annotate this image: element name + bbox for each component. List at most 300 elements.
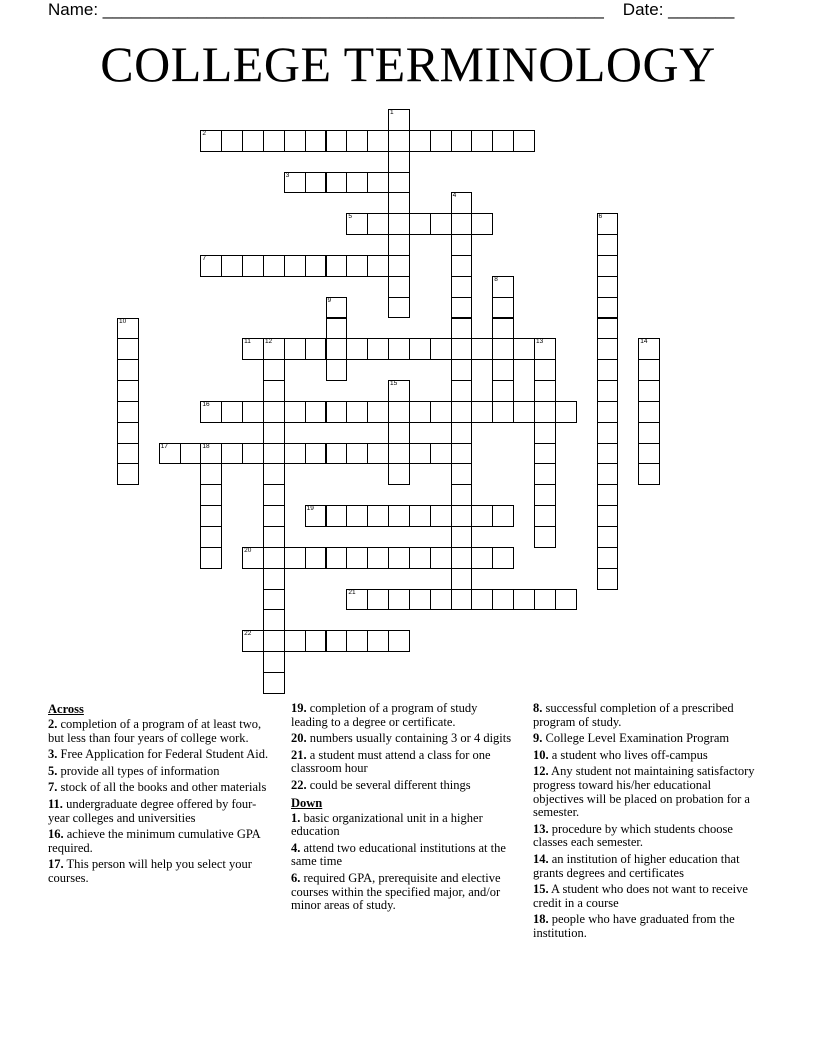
grid-cell[interactable] bbox=[638, 338, 660, 360]
clues-column-1 bbox=[48, 702, 270, 889]
clue-item bbox=[48, 828, 270, 855]
grid-cell[interactable] bbox=[409, 547, 431, 569]
grid-cell[interactable] bbox=[388, 172, 410, 194]
clue-text: A student who does not want to receive credit in a course bbox=[533, 882, 748, 910]
across-heading: Across bbox=[48, 702, 84, 716]
clue-text: This person will help you select your courses. bbox=[48, 857, 252, 885]
grid-cell[interactable] bbox=[346, 505, 368, 527]
grid-cell[interactable] bbox=[430, 443, 452, 465]
grid-cell[interactable] bbox=[451, 276, 473, 298]
across-clue-list bbox=[291, 702, 517, 793]
grid-cell[interactable] bbox=[597, 297, 619, 319]
grid-cell[interactable] bbox=[597, 526, 619, 548]
grid-cell[interactable] bbox=[388, 276, 410, 298]
clues-column-2 bbox=[291, 702, 517, 916]
grid-cell[interactable] bbox=[305, 338, 327, 360]
grid-cell[interactable] bbox=[471, 338, 493, 360]
grid-cell[interactable] bbox=[221, 255, 243, 277]
clue-text: Free Application for Federal Student Aid. bbox=[57, 747, 269, 762]
grid-cell[interactable] bbox=[263, 380, 285, 402]
grid-cell[interactable] bbox=[492, 380, 514, 402]
grid-cell[interactable] bbox=[117, 338, 139, 360]
grid-cell[interactable] bbox=[117, 359, 139, 381]
grid-cell[interactable] bbox=[451, 380, 473, 402]
clue-text: could be several different things bbox=[306, 777, 471, 792]
clue-number: 11 bbox=[244, 338, 251, 346]
grid-cell[interactable] bbox=[388, 422, 410, 444]
clues-column-3 bbox=[533, 702, 763, 944]
grid-cell[interactable] bbox=[388, 630, 410, 652]
grid-cell[interactable] bbox=[284, 443, 306, 465]
grid-cell[interactable] bbox=[200, 526, 222, 548]
clue-item bbox=[48, 858, 270, 885]
grid-cell[interactable] bbox=[242, 630, 264, 652]
grid-cell[interactable] bbox=[346, 130, 368, 152]
clue-number-label: 3. bbox=[48, 747, 58, 762]
grid-cell[interactable] bbox=[367, 130, 389, 152]
grid-cell[interactable] bbox=[388, 338, 410, 360]
clue-item bbox=[48, 718, 270, 745]
grid-cell[interactable] bbox=[534, 359, 556, 381]
grid-cell[interactable] bbox=[284, 630, 306, 652]
grid-cell[interactable] bbox=[388, 505, 410, 527]
clue-number-label: 14. bbox=[533, 851, 549, 866]
grid-cell[interactable] bbox=[597, 255, 619, 277]
grid-cell[interactable] bbox=[263, 630, 285, 652]
grid-cell[interactable] bbox=[326, 630, 348, 652]
grid-cell[interactable] bbox=[117, 401, 139, 423]
grid-cell[interactable] bbox=[471, 589, 493, 611]
grid-cell[interactable] bbox=[388, 401, 410, 423]
grid-cell[interactable] bbox=[471, 547, 493, 569]
grid-cell[interactable] bbox=[513, 401, 535, 423]
grid-cell[interactable] bbox=[242, 547, 264, 569]
grid-cell[interactable] bbox=[346, 338, 368, 360]
grid-cell[interactable] bbox=[367, 401, 389, 423]
grid-cell[interactable] bbox=[221, 443, 243, 465]
grid-cell[interactable] bbox=[346, 630, 368, 652]
grid-cell[interactable] bbox=[284, 172, 306, 194]
grid-cell[interactable] bbox=[597, 505, 619, 527]
clue-number: 8 bbox=[494, 275, 498, 283]
grid-cell[interactable] bbox=[451, 255, 473, 277]
clue-number: 13 bbox=[536, 338, 544, 346]
grid-cell[interactable] bbox=[326, 359, 348, 381]
grid-cell[interactable] bbox=[534, 443, 556, 465]
grid-cell[interactable] bbox=[597, 276, 619, 298]
grid-cell[interactable] bbox=[200, 505, 222, 527]
grid-cell[interactable] bbox=[305, 443, 327, 465]
clue-text: successful completion of a prescribed program of study. bbox=[533, 701, 734, 729]
grid-cell[interactable] bbox=[388, 380, 410, 402]
date-field[interactable]: Date: _______ bbox=[622, 0, 735, 19]
clue-text: required GPA, prerequisite and elective courses within the specified major, and/or minor areas of study. bbox=[291, 870, 501, 913]
clue-number-label: 17. bbox=[48, 857, 64, 872]
grid-cell[interactable] bbox=[388, 130, 410, 152]
grid-cell[interactable] bbox=[326, 401, 348, 423]
clue-item bbox=[533, 732, 763, 746]
grid-cell[interactable] bbox=[200, 401, 222, 423]
grid-cell[interactable] bbox=[388, 234, 410, 256]
grid-cell[interactable] bbox=[471, 130, 493, 152]
grid-cell[interactable] bbox=[492, 276, 514, 298]
clue-number-label: 1. bbox=[291, 810, 301, 825]
grid-cell[interactable] bbox=[117, 422, 139, 444]
grid-cell[interactable] bbox=[513, 338, 535, 360]
grid-cell[interactable] bbox=[597, 443, 619, 465]
grid-cell[interactable] bbox=[388, 151, 410, 173]
clue-number: 4 bbox=[452, 192, 457, 200]
grid-cell[interactable] bbox=[263, 609, 285, 631]
grid-cell[interactable] bbox=[367, 443, 389, 465]
grid-cell[interactable] bbox=[534, 505, 556, 527]
grid-cell[interactable] bbox=[221, 401, 243, 423]
clue-item bbox=[48, 748, 270, 762]
grid-cell[interactable] bbox=[597, 547, 619, 569]
grid-cell[interactable] bbox=[346, 589, 368, 611]
grid-cell[interactable] bbox=[388, 109, 410, 131]
clue-number: 14 bbox=[640, 338, 648, 346]
grid-cell[interactable] bbox=[284, 255, 306, 277]
grid-cell[interactable] bbox=[451, 484, 473, 506]
grid-cell[interactable] bbox=[492, 505, 514, 527]
clue-number-label: 20. bbox=[291, 731, 307, 746]
clue-number: 5 bbox=[348, 213, 352, 221]
grid-cell[interactable] bbox=[117, 318, 139, 340]
clue-number-label: 7. bbox=[48, 780, 58, 795]
grid-cell[interactable] bbox=[367, 338, 389, 360]
grid-cell[interactable] bbox=[367, 547, 389, 569]
grid-cell[interactable] bbox=[534, 338, 556, 360]
clue-text: a student who lives off-campus bbox=[548, 747, 708, 762]
clue-number-label: 6. bbox=[291, 870, 301, 885]
grid-cell[interactable] bbox=[451, 526, 473, 548]
clue-number-label: 21. bbox=[291, 747, 307, 762]
grid-cell[interactable] bbox=[451, 505, 473, 527]
grid-cell[interactable] bbox=[555, 589, 577, 611]
grid-cell[interactable] bbox=[326, 505, 348, 527]
grid-cell[interactable] bbox=[305, 255, 327, 277]
clue-item bbox=[291, 812, 517, 839]
clue-item bbox=[533, 823, 763, 850]
grid-cell[interactable] bbox=[367, 630, 389, 652]
grid-cell[interactable] bbox=[388, 192, 410, 214]
grid-cell[interactable] bbox=[200, 130, 222, 152]
grid-cell[interactable] bbox=[346, 213, 368, 235]
grid-cell[interactable] bbox=[451, 130, 473, 152]
grid-cell[interactable] bbox=[326, 318, 348, 340]
grid-cell[interactable] bbox=[534, 484, 556, 506]
grid-cell[interactable] bbox=[597, 568, 619, 590]
grid-cell[interactable] bbox=[263, 401, 285, 423]
page-title: COLLEGE TERMINOLOGY bbox=[100, 36, 716, 92]
grid-cell[interactable] bbox=[597, 213, 619, 235]
clue-item bbox=[533, 765, 763, 819]
grid-cell[interactable] bbox=[200, 443, 222, 465]
clue-text: numbers usually containing 3 or 4 digits bbox=[306, 731, 512, 746]
grid-cell[interactable] bbox=[305, 130, 327, 152]
grid-cell[interactable] bbox=[597, 484, 619, 506]
grid-cell[interactable] bbox=[388, 547, 410, 569]
clue-text: basic organizational unit in a higher education bbox=[291, 810, 483, 839]
grid-cell[interactable] bbox=[492, 401, 514, 423]
grid-cell[interactable] bbox=[451, 338, 473, 360]
clue-item bbox=[533, 702, 763, 729]
grid-cell[interactable] bbox=[471, 401, 493, 423]
grid-cell[interactable] bbox=[492, 297, 514, 319]
clue-text: an institution of higher education that grants degrees and certificates bbox=[533, 851, 740, 880]
name-field[interactable]: Name: _____________________________________________________ bbox=[48, 0, 604, 19]
grid-cell[interactable] bbox=[388, 297, 410, 319]
clue-item bbox=[291, 702, 517, 729]
grid-cell[interactable] bbox=[513, 589, 535, 611]
grid-cell[interactable] bbox=[597, 359, 619, 381]
grid-cell[interactable] bbox=[597, 318, 619, 340]
grid-cell[interactable] bbox=[263, 526, 285, 548]
grid-cell[interactable] bbox=[263, 547, 285, 569]
grid-cell[interactable] bbox=[221, 130, 243, 152]
clue-number: 21 bbox=[348, 588, 356, 596]
clue-text: College Level Examination Program bbox=[542, 731, 730, 746]
clue-number-label: 19. bbox=[291, 701, 307, 715]
grid-cell[interactable] bbox=[284, 547, 306, 569]
clue-item bbox=[48, 765, 270, 779]
grid-cell[interactable] bbox=[409, 213, 431, 235]
grid-cell[interactable] bbox=[555, 401, 577, 423]
down-heading: Down bbox=[291, 795, 323, 810]
grid-cell[interactable] bbox=[263, 589, 285, 611]
grid-cell[interactable] bbox=[409, 338, 431, 360]
grid-cell[interactable] bbox=[451, 568, 473, 590]
clue-text: a student must attend a class for one classroom hour bbox=[291, 747, 491, 776]
clue-text: provide all types of information bbox=[57, 763, 220, 778]
grid-cell[interactable] bbox=[159, 443, 181, 465]
grid-cell[interactable] bbox=[597, 234, 619, 256]
grid-cell[interactable] bbox=[367, 172, 389, 194]
clue-number: 10 bbox=[119, 317, 127, 325]
grid-cell[interactable] bbox=[638, 359, 660, 381]
grid-cell[interactable] bbox=[430, 338, 452, 360]
grid-cell[interactable] bbox=[492, 589, 514, 611]
grid-cell[interactable] bbox=[638, 401, 660, 423]
down-clue-list bbox=[533, 702, 763, 941]
grid-cell[interactable] bbox=[305, 172, 327, 194]
clue-number: 18 bbox=[202, 442, 210, 450]
grid-cell[interactable] bbox=[597, 380, 619, 402]
grid-cell[interactable] bbox=[263, 463, 285, 485]
grid-cell[interactable] bbox=[451, 318, 473, 340]
grid-cell[interactable] bbox=[284, 401, 306, 423]
grid-cell[interactable] bbox=[117, 463, 139, 485]
grid-cell[interactable] bbox=[430, 213, 452, 235]
grid-cell[interactable] bbox=[638, 380, 660, 402]
grid-cell[interactable] bbox=[409, 505, 431, 527]
grid-cell[interactable] bbox=[263, 484, 285, 506]
grid-cell[interactable] bbox=[430, 547, 452, 569]
down-clue-list bbox=[291, 812, 517, 913]
grid-cell[interactable] bbox=[326, 255, 348, 277]
clue-item bbox=[291, 749, 517, 776]
grid-cell[interactable] bbox=[534, 463, 556, 485]
clue-item bbox=[291, 732, 517, 746]
grid-cell[interactable] bbox=[451, 589, 473, 611]
grid-cell[interactable] bbox=[367, 255, 389, 277]
grid-cell[interactable] bbox=[200, 484, 222, 506]
grid-cell[interactable] bbox=[451, 547, 473, 569]
grid-cell[interactable] bbox=[242, 338, 264, 360]
grid-cell[interactable] bbox=[346, 547, 368, 569]
clue-text: completion of a program of study leading to a degree or certificate. bbox=[291, 701, 478, 729]
grid-cell[interactable] bbox=[242, 130, 264, 152]
clue-item bbox=[533, 883, 763, 910]
clue-item bbox=[291, 872, 517, 913]
clue-number: 19 bbox=[306, 505, 314, 513]
clue-number: 2 bbox=[202, 129, 207, 137]
grid-cell[interactable] bbox=[492, 338, 514, 360]
clue-item bbox=[48, 798, 270, 825]
grid-cell[interactable] bbox=[242, 401, 264, 423]
grid-cell[interactable] bbox=[263, 255, 285, 277]
grid-cell[interactable] bbox=[451, 422, 473, 444]
grid-cell[interactable] bbox=[263, 359, 285, 381]
grid-cell[interactable] bbox=[242, 255, 264, 277]
grid-cell[interactable] bbox=[492, 359, 514, 381]
grid-cell[interactable] bbox=[451, 443, 473, 465]
grid-cell[interactable] bbox=[263, 338, 285, 360]
grid-cell[interactable] bbox=[597, 401, 619, 423]
clue-number-label: 18. bbox=[533, 912, 549, 927]
grid-cell[interactable] bbox=[534, 526, 556, 548]
grid-cell[interactable] bbox=[409, 401, 431, 423]
grid-cell[interactable] bbox=[388, 589, 410, 611]
grid-cell[interactable] bbox=[305, 547, 327, 569]
grid-cell[interactable] bbox=[430, 505, 452, 527]
clue-number-label: 11. bbox=[48, 796, 63, 811]
clue-item bbox=[533, 853, 763, 880]
grid-cell[interactable] bbox=[367, 213, 389, 235]
grid-cell[interactable] bbox=[492, 130, 514, 152]
grid-cell[interactable] bbox=[326, 297, 348, 319]
grid-cell[interactable] bbox=[451, 234, 473, 256]
grid-cell[interactable] bbox=[534, 589, 556, 611]
clue-text: Any student not maintaining satisfactory progress toward his/her educational objectives will be placed on probation for a semester. bbox=[533, 764, 755, 820]
grid-cell[interactable] bbox=[346, 255, 368, 277]
grid-cell[interactable] bbox=[451, 192, 473, 214]
clue-text: attend two educational institutions at the same time bbox=[291, 840, 506, 869]
grid-cell[interactable] bbox=[326, 172, 348, 194]
grid-cell[interactable] bbox=[305, 505, 327, 527]
grid-cell[interactable] bbox=[326, 547, 348, 569]
clue-item bbox=[533, 913, 763, 940]
grid-cell[interactable] bbox=[451, 359, 473, 381]
grid-cell[interactable] bbox=[534, 422, 556, 444]
grid-cell[interactable] bbox=[492, 547, 514, 569]
clue-number-label: 8. bbox=[533, 701, 543, 715]
grid-cell[interactable] bbox=[263, 568, 285, 590]
grid-cell[interactable] bbox=[409, 589, 431, 611]
grid-cell[interactable] bbox=[451, 463, 473, 485]
clue-number-label: 12. bbox=[533, 764, 549, 779]
grid-cell[interactable] bbox=[242, 443, 264, 465]
clue-number-label: 5. bbox=[48, 763, 58, 778]
grid-cell[interactable] bbox=[263, 130, 285, 152]
grid-cell[interactable] bbox=[180, 443, 202, 465]
grid-cell[interactable] bbox=[263, 672, 285, 694]
grid-cell[interactable] bbox=[263, 505, 285, 527]
grid-cell[interactable] bbox=[534, 401, 556, 423]
clue-text: people who have graduated from the institution. bbox=[533, 912, 735, 940]
grid-cell[interactable] bbox=[200, 255, 222, 277]
grid-cell[interactable] bbox=[346, 401, 368, 423]
grid-cell[interactable] bbox=[326, 130, 348, 152]
grid-cell[interactable] bbox=[367, 589, 389, 611]
clue-number-label: 22. bbox=[291, 777, 307, 792]
grid-cell[interactable] bbox=[409, 443, 431, 465]
grid-cell[interactable] bbox=[430, 589, 452, 611]
grid-cell[interactable] bbox=[388, 463, 410, 485]
grid-cell[interactable] bbox=[263, 443, 285, 465]
clue-item bbox=[48, 781, 270, 795]
clue-number: 15 bbox=[390, 380, 398, 388]
grid-cell[interactable] bbox=[305, 630, 327, 652]
grid-cell[interactable] bbox=[200, 547, 222, 569]
grid-cell[interactable] bbox=[367, 505, 389, 527]
grid-cell[interactable] bbox=[430, 401, 452, 423]
clue-text: completion of a program of at least two, but less than four years of college work. bbox=[48, 717, 262, 745]
clue-number: 1 bbox=[390, 109, 394, 116]
grid-cell[interactable] bbox=[430, 130, 452, 152]
grid-cell[interactable] bbox=[326, 443, 348, 465]
clue-number-label: 4. bbox=[291, 840, 301, 855]
grid-cell[interactable] bbox=[451, 213, 473, 235]
grid-cell[interactable] bbox=[597, 422, 619, 444]
grid-cell[interactable] bbox=[597, 338, 619, 360]
clue-number-label: 2. bbox=[48, 717, 58, 731]
grid-cell[interactable] bbox=[388, 213, 410, 235]
grid-cell[interactable] bbox=[263, 651, 285, 673]
grid-cell[interactable] bbox=[451, 297, 473, 319]
grid-cell[interactable] bbox=[513, 130, 535, 152]
grid-cell[interactable] bbox=[471, 213, 493, 235]
grid-cell[interactable] bbox=[451, 401, 473, 423]
grid-cell[interactable] bbox=[388, 255, 410, 277]
grid-cell[interactable] bbox=[117, 443, 139, 465]
grid-cell[interactable] bbox=[326, 338, 348, 360]
clue-number: 3 bbox=[285, 171, 290, 179]
grid-cell[interactable] bbox=[492, 318, 514, 340]
grid-cell[interactable] bbox=[534, 380, 556, 402]
grid-cell[interactable] bbox=[388, 443, 410, 465]
clue-text: stock of all the books and other materials bbox=[57, 780, 267, 795]
grid-cell[interactable] bbox=[638, 443, 660, 465]
grid-cell[interactable] bbox=[200, 463, 222, 485]
grid-cell[interactable] bbox=[409, 130, 431, 152]
grid-cell[interactable] bbox=[346, 443, 368, 465]
grid-cell[interactable] bbox=[597, 463, 619, 485]
grid-cell[interactable] bbox=[346, 172, 368, 194]
grid-cell[interactable] bbox=[263, 422, 285, 444]
grid-cell[interactable] bbox=[471, 505, 493, 527]
grid-cell[interactable] bbox=[117, 380, 139, 402]
clue-text: procedure by which students choose classes each semester. bbox=[533, 821, 733, 850]
grid-cell[interactable] bbox=[284, 130, 306, 152]
clue-number: 9 bbox=[327, 296, 332, 304]
grid-cell[interactable] bbox=[284, 338, 306, 360]
grid-cell[interactable] bbox=[638, 422, 660, 444]
grid-cell[interactable] bbox=[638, 463, 660, 485]
grid-cell[interactable] bbox=[305, 401, 327, 423]
clue-number-label: 10. bbox=[533, 747, 549, 762]
